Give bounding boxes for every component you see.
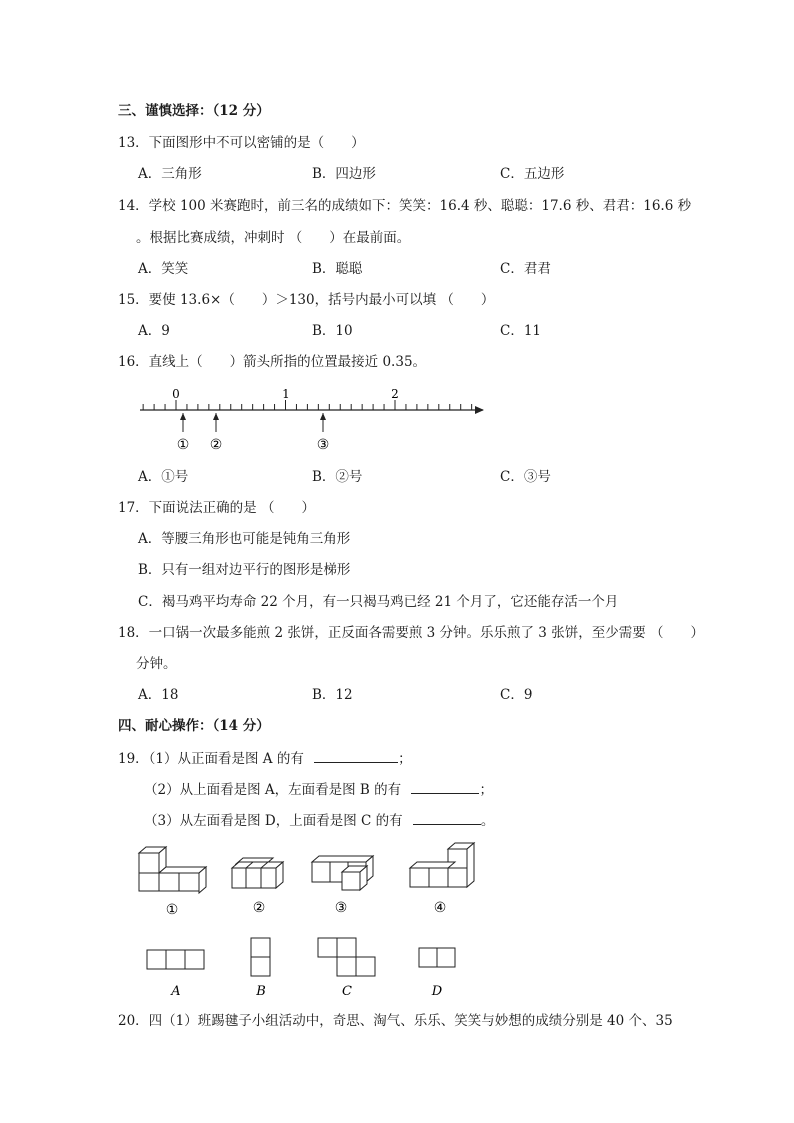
- solid-label-1: ①: [165, 902, 179, 918]
- q13-option-b: B．四边形: [312, 166, 376, 182]
- solid-4: [410, 843, 474, 887]
- q14-stem-line2: 。根据比赛成绩，冲刺时 （ ）在最前面。: [136, 230, 411, 246]
- number-line-label-0: 0: [172, 387, 180, 401]
- view-b: [251, 938, 270, 976]
- q18-stem-line1: 18．一口锅一次最多能煎 2 张饼，正反面各需要煎 3 分钟。乐乐煎了 3 张饼，至少需要 （ ）: [118, 625, 704, 641]
- solid-label-2: ②: [252, 900, 266, 916]
- view-label-d: D: [431, 984, 443, 999]
- q18-option-b: B．12: [312, 687, 353, 703]
- marker-label-3: ③: [316, 437, 330, 453]
- q15-stem: 15．要使 13.6×（ ）＞130，括号内最小可以填 （ ）: [118, 292, 495, 308]
- section-3-heading: 三、谨慎选择：（12 分）: [118, 103, 270, 119]
- q13-option-a: A．三角形: [138, 166, 202, 182]
- solid-label-3: ③: [334, 900, 348, 916]
- q16-option-b: B．②号: [312, 469, 363, 485]
- solid-2: [232, 858, 283, 888]
- view-label-c: C: [342, 984, 352, 999]
- view-label-a: A: [171, 984, 181, 999]
- section-4-heading: 四、耐心操作：（14 分）: [118, 718, 270, 734]
- q16-stem: 16．直线上（ ）箭头所指的位置最接近 0.35。: [118, 354, 427, 370]
- view-d: [419, 948, 455, 967]
- number-line-label-2: 2: [391, 387, 399, 401]
- q15-option-b: B．10: [312, 323, 353, 339]
- q19-part-2-end: ；: [479, 782, 493, 798]
- solid-label-4: ④: [433, 900, 447, 916]
- solid-3: [312, 856, 373, 890]
- q18-option-a: A．18: [138, 687, 179, 703]
- q14-stem-line1: 14．学校 100 米赛跑时，前三名的成绩如下：笑笑：16.4 秒、聪聪：17.6 秒、君君：16.6 秒: [118, 198, 692, 214]
- q18-option-c: C．9: [500, 687, 533, 703]
- q16-option-c: C．③号: [500, 469, 551, 485]
- q17-option-c: C．褐马鸡平均寿命 22 个月，有一只褐马鸡已经 21 个月了，它还能存活一个月: [138, 594, 619, 610]
- view-c: [318, 938, 375, 976]
- q16-option-a: A．①号: [138, 469, 189, 485]
- q14-option-b: B．聪聪: [312, 261, 363, 277]
- view-a: [147, 950, 204, 969]
- q19-part-3-end: 。: [480, 813, 495, 829]
- q17-stem: 17．下面说法正确的是 （ ）: [118, 500, 315, 516]
- marker-label-2: ②: [209, 437, 223, 453]
- q19-part-1-end: ；: [398, 751, 412, 767]
- q14-option-a: A．笑笑: [138, 261, 189, 277]
- q15-option-c: C．11: [500, 323, 542, 339]
- q18-stem-line2: 分钟。: [136, 656, 177, 672]
- q19-part-3-text: （3）从左面看是图 D，上面看是图 C 的有: [144, 813, 403, 829]
- q17-option-b: B．只有一组对边平行的图形是梯形: [138, 562, 351, 578]
- number-line-label-1: 1: [282, 387, 290, 401]
- solid-1: [139, 847, 206, 893]
- marker-label-1: ①: [176, 437, 190, 453]
- q15-option-a: A．9: [138, 323, 170, 339]
- q19-part-1-text: 19．（1）从正面看是图 A 的有: [118, 751, 304, 767]
- q17-option-a: A．等腰三角形也可能是钝角三角形: [138, 531, 351, 547]
- q19-part-2-text: （2）从上面看是图 A，左面看是图 B 的有: [144, 782, 402, 798]
- view-label-b: B: [256, 984, 266, 999]
- q13-stem: 13．下面图形中不可以密铺的是（ ）: [118, 135, 365, 151]
- q13-option-c: C．五边形: [500, 166, 565, 182]
- q14-option-c: C．君君: [500, 261, 551, 277]
- q20-stem: 20．四（1）班踢毽子小组活动中，奇思、淘气、乐乐、笑笑与妙想的成绩分别是 40 个、35: [118, 1013, 673, 1029]
